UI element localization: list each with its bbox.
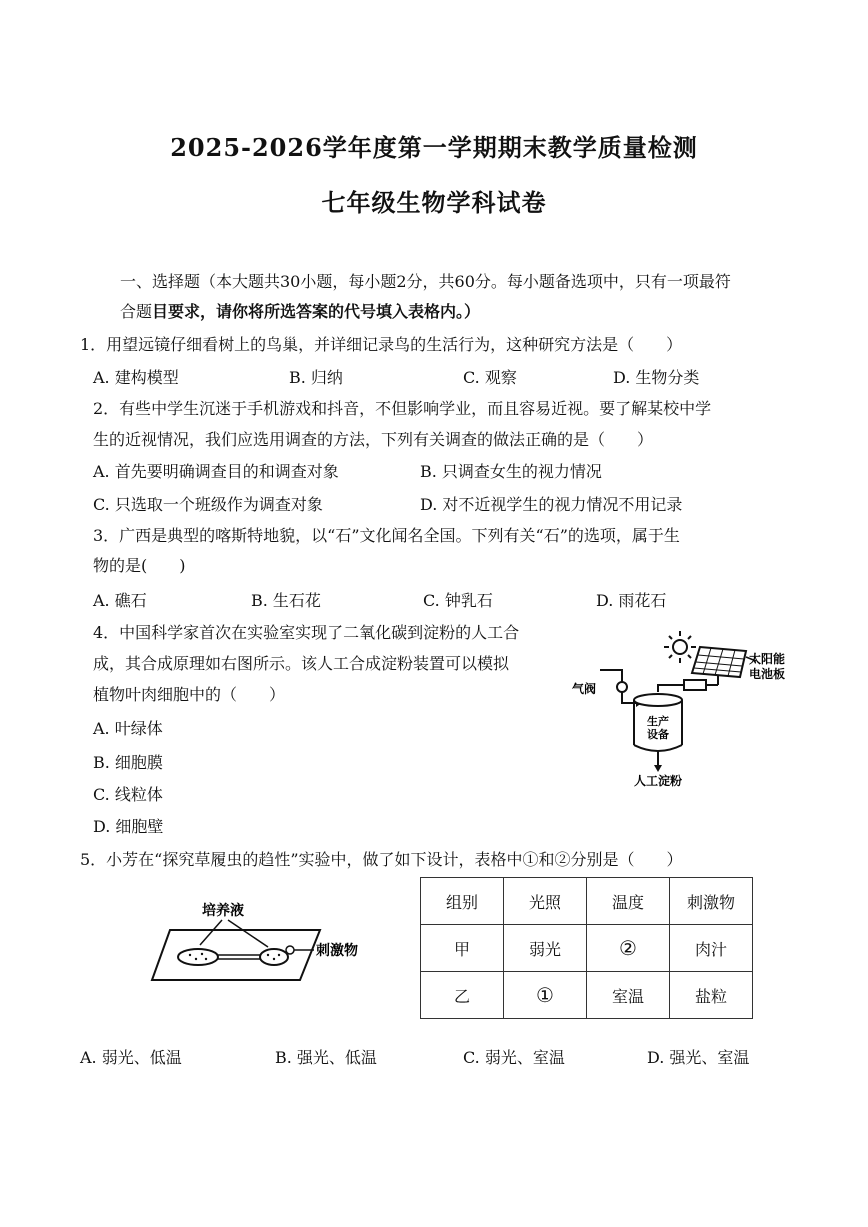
exam-title: 2025-2026学年度第一学期期末教学质量检测 [170,133,698,162]
q2-option-b: B. 只调查女生的视力情况 [420,462,602,481]
battery-icon [684,680,706,690]
gas-inlet-pipe [600,670,622,682]
q2-stem-line1: 2．有些中学生沉迷于手机游戏和抖音，不但影响学业，而且容易近视。要了解某校中学 [93,399,712,418]
q1-option-b: B. 归纳 [289,368,343,387]
device-label-2: 设备 [647,728,669,741]
device-label-1: 生产 [647,715,669,728]
table-cell: ① [504,972,587,1019]
stimulus-drop [286,946,294,954]
table-header-cell: 组别 [421,878,504,925]
culture-pointer-right [228,920,268,947]
q4-stem-line3: 植物叶肉细胞中的（ ） [93,685,286,704]
q3-stem-line2: 物的是( ) [93,556,186,575]
q5-option-d: D. 强光、室温 [647,1048,750,1067]
q1-option-a: A. 建构模型 [93,368,179,387]
culture-drop-right [260,949,288,965]
sun-icon [664,631,696,663]
table-cell: 盐粒 [670,972,753,1019]
table-header-cell: 温度 [587,878,670,925]
q2-option-d: D. 对不近视学生的视力情况不用记录 [420,495,683,514]
q1-option-c: C. 观察 [463,368,517,387]
q3-option-d: D. 雨花石 [596,591,667,610]
wire [658,685,684,692]
q5-option-b: B. 强光、低温 [275,1048,377,1067]
q3-option-a: A. 礁石 [93,591,147,610]
q1-option-d: D. 生物分类 [613,368,700,387]
table-row [421,925,753,972]
arrow-down-icon [654,765,662,772]
solar-panel-label-1: 太阳能 [749,652,786,666]
table-header-cell: 光照 [504,878,587,925]
table-cell: 甲 [421,925,504,972]
section-heading-line1: 一、选择题（本大题共30小题，每小题2分，共60分。每小题备选项中，只有一项最符 [120,272,731,291]
q1-stem: 1．用望远镜仔细看树上的鸟巢，并详细记录鸟的生活行为，这种研究方法是（ ） [80,335,683,354]
stimulus-label: 刺激物 [316,943,358,959]
q5-option-c: C. 弱光、室温 [463,1048,565,1067]
table-cell: ② [587,925,670,972]
starch-synthesis-figure [560,625,800,790]
q4-option-d: D. 细胞壁 [93,817,164,836]
section-heading-line2-a: 合题 [120,302,153,321]
paramecium-slide-figure [150,895,390,990]
table-cell: 室温 [587,972,670,1019]
q2-option-c: C. 只选取一个班级作为调查对象 [93,495,323,514]
q3-option-c: C. 钟乳石 [423,591,493,610]
q4-option-b: B. 细胞膜 [93,753,163,772]
table-header-row [421,878,753,925]
table-row [421,972,753,1019]
exam-subtitle: 七年级生物学科试卷 [321,188,547,217]
q4-option-c: C. 线粒体 [93,785,163,804]
q4-option-a: A. 叶绿体 [93,719,163,738]
q4-stem-line1: 4．中国科学家首次在实验室实现了二氧化碳到淀粉的人工合 [93,623,520,642]
culture-liquid-label: 培养液 [202,903,244,919]
culture-pointer-left [200,920,222,945]
artificial-starch-label: 人工淀粉 [633,774,683,788]
q5-stem: 5．小芳在“探究草履虫的趋性”实验中，做了如下设计，表格中①和②分别是（ ） [80,850,683,869]
table-cell: 乙 [421,972,504,1019]
gas-valve-icon [617,682,627,692]
q4-stem-line2: 成，其合成原理如右图所示。该人工合成淀粉装置可以模拟 [93,654,510,673]
table-cell: 弱光 [504,925,587,972]
section-heading-line2-b: 目要求，请你将所选答案的代号填入表格内。） [152,302,481,321]
q5-option-a: A. 弱光、低温 [80,1048,182,1067]
experiment-table [420,877,753,1019]
q3-stem-line1: 3．广西是典型的喀斯特地貌，以“石”文化闻名全国。下列有关“石”的选项，属于生 [93,526,680,545]
table-header-cell: 刺激物 [670,878,753,925]
q3-option-b: B. 生石花 [251,591,321,610]
section-heading-line2 [120,302,480,322]
culture-drop-left [178,949,218,965]
gas-valve-label: 气阀 [572,682,597,696]
table-cell: 肉汁 [670,925,753,972]
q2-stem-line2: 生的近视情况，我们应选用调查的方法，下列有关调查的做法正确的是（ ） [93,430,654,449]
solar-panel-label-2: 电池板 [749,667,786,681]
q2-option-a: A. 首先要明确调查目的和调查对象 [93,462,339,481]
